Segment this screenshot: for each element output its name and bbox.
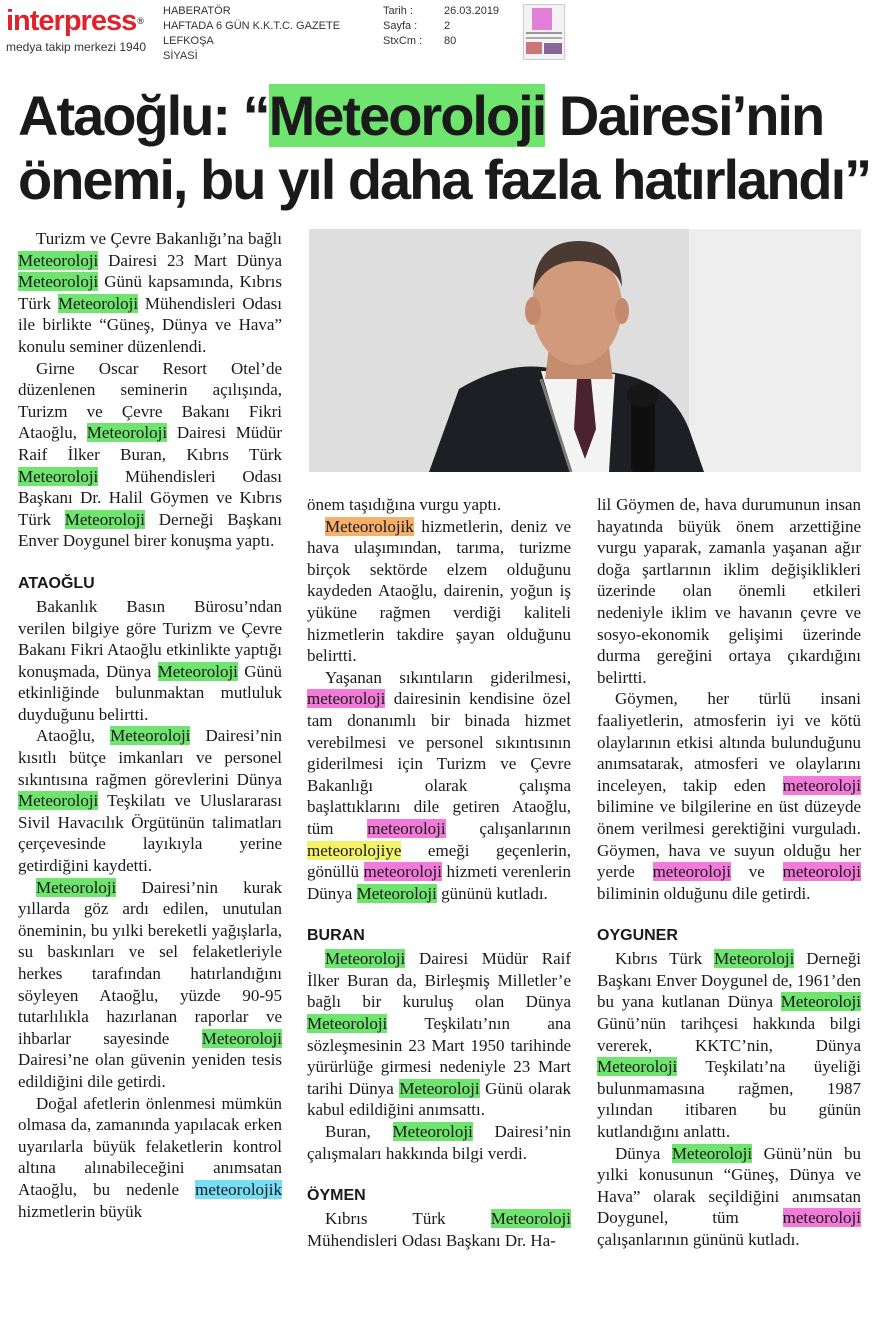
- paragraph: Meteoroloji Dairesi’nin kurak yıllarda göz ardı edilen, unutulan öneminin, bu yılki bereketli yağışlarla, su baskınları ve sel felaketleriyle herkes tarafından hatırlandığını söyleyen Ataoğlu, yüzde 90-95 tutarlılıkla hazırlanan raporlar ve ihbarlar sayesinde Meteoroloji Dairesi’ne olan güvenin yeniden tesis edildiğini dile getirdi.: [18, 877, 282, 1091]
- paragraph: Meteorolojik hizmetlerin, deniz ve hava ulaşımından, tarıma, turizme birçok sektörde elzem olduğunu kaydeden Ataoğlu, dairenin, yoğun iş yüküne rağmen verdiği kaliteli hizmetlerin takdire şayan olduğunu belirtti.: [307, 516, 571, 666]
- publication-category: SİYASİ: [163, 50, 198, 62]
- keyword-highlight: Meteoroloji: [490, 1209, 571, 1229]
- keyword-highlight: Meteoroloji: [18, 791, 99, 811]
- paragraph: önem taşıdığına vurgu yaptı.: [307, 495, 502, 514]
- keyword-highlight: meteoroloji: [363, 862, 442, 882]
- keyword-highlight: Meteoroloji: [64, 509, 146, 529]
- paragraph: Göymen, her türlü insani faaliyetlerin, atmosferin iyi ve kötü olaylarının etkisi altında bulunduğunu anımsatarak, atmosferi ve olaylarını inceleyen, takip eden meteoroloji bilimine ve bilgilerine en üst düzeyde önem verilmesi gerektiğini vurguladı. Göymen, hava ve suyun olduğu her yerde meteoroloji ve meteoroloji biliminin olduğunu dile getirdi.: [597, 689, 861, 903]
- keyword-highlight: Meteoroloji: [110, 726, 191, 746]
- logo-tagline: medya takip merkezi 1940: [6, 40, 147, 54]
- interpress-logo: interpress®: [6, 5, 144, 37]
- keyword-highlight: Meteoroloji: [307, 1014, 388, 1034]
- keyword-highlight: Meteoroloji: [356, 883, 437, 903]
- page-thumbnail[interactable]: [523, 4, 565, 60]
- article-column-1: [18, 228, 282, 1222]
- keyword-highlight: Meteoroloji: [157, 661, 238, 681]
- keyword-highlight: Meteoroloji: [36, 877, 117, 897]
- keyword-highlight: meteoroloji: [782, 775, 861, 795]
- keyword-highlight: Meteoroloji: [671, 1143, 753, 1163]
- publication-city: LEFKOŞA: [163, 35, 214, 47]
- paragraph: Doğal afetlerin önlenmesi mümkün olmasa da, zamanında yapılacak erken uyarılarla büyük felaketlerin kontrol altına alınabileceğini anımsatan Ataoğlu, bu nedenle meteorolojik hizmetlerin büyük: [18, 1093, 282, 1221]
- paragraph: Kıbrıs Türk Meteoroloji Mühendisleri Odası Başkanı Dr. Ha-: [307, 1209, 571, 1250]
- keyword-highlight: Meteorolojik: [325, 516, 414, 536]
- keyword-highlight: Meteoroloji: [714, 949, 795, 969]
- keyword-highlight: Meteoroloji: [268, 84, 546, 147]
- paragraph: Girne Oscar Resort Otel’de düzenlenen seminerin açılışında, Turizm ve Çevre Bakanı Fikri Ataoğlu, Meteoroloji Dairesi Müdür Raif İlker Buran, Kıbrıs Türk Meteoroloji Mühendisleri Odası Başkanı Dr. Halil Göymen ve Kıbrıs Türk Meteoroloji Derneği Başkanı Enver Doygunel birer konuşma yaptı.: [18, 358, 282, 551]
- publication-name: HABERATÖR: [163, 5, 231, 17]
- article-column-3: [597, 494, 861, 1251]
- keyword-highlight: Meteoroloji: [201, 1028, 282, 1048]
- paragraph: Turizm ve Çevre Bakanlığı’na bağlı Meteoroloji Dairesi 23 Mart Dünya Meteoroloji Günü kapsamında, Kıbrıs Türk Meteoroloji Mühendisleri Odası ile birlikte “Güneş, Dünya ve Hava” konulu seminer düzenlendi.: [18, 229, 282, 356]
- keyword-highlight: Meteoroloji: [18, 466, 99, 486]
- paragraph: Meteoroloji Dairesi Müdür Raif İlker Buran da, Birleşmiş Milletler’e bağlı bir kuruluş olan Dünya Meteoroloji Teşkilatı’nın ana sözleşmesinin 23 Mart 1950 tarihinde yürürlüğe girmesi nedeniyle 23 Mart tarihi Dünya Meteoroloji Günü olarak kabul edildiğini anımsattı.: [307, 949, 571, 1120]
- keyword-highlight: meteoroloji: [782, 862, 861, 882]
- paragraph: Dünya Meteoroloji Günü’nün bu yılki konusunun “Güneş, Dünya ve Hava” olarak seçildiğini anımsatan Doygunel, tüm meteoroloji çalışanlarının gününü kutladı.: [597, 1143, 861, 1249]
- keyword-highlight: Meteoroloji: [325, 949, 406, 969]
- keyword-highlight: Meteoroloji: [57, 293, 139, 313]
- paragraph: Buran, Meteoroloji Dairesi’nin çalışmaları hakkında bilgi verdi.: [307, 1122, 571, 1163]
- keyword-highlight: Meteoroloji: [86, 423, 168, 443]
- keyword-highlight: Meteoroloji: [399, 1078, 480, 1098]
- section-heading: BURAN: [307, 927, 365, 945]
- keyword-highlight: Meteoroloji: [780, 992, 861, 1012]
- page-value: 2: [444, 20, 451, 32]
- keyword-highlight: meteoroloji: [367, 818, 446, 838]
- keyword-highlight: Meteoroloji: [597, 1057, 678, 1077]
- stxcm-label: StxCm :: [383, 35, 423, 47]
- paragraph: Yaşanan sıkıntıların giderilmesi, meteoroloji dairesinin kendisine özel tam donanımlı bir binada hizmet verebilmesi ve personel sıkıntısının giderilmesi için Turizm ve Çevre Bakanlığı olarak çalışma başlattıklarını dile getiren Ataoğlu, tüm meteoroloji çalışanlarının meteorolojiye emeği geçenlerin, gönüllü meteoroloji hizmeti verenlerin Dünya Meteoroloji gününü kutladı.: [307, 667, 571, 903]
- keyword-highlight: meteorolojiye: [307, 840, 402, 860]
- keyword-highlight: Meteoroloji: [18, 250, 99, 270]
- keyword-highlight: meteoroloji: [782, 1208, 861, 1228]
- speaker-photo: [309, 229, 861, 472]
- keyword-highlight: meteoroloji: [307, 689, 386, 709]
- keyword-highlight: meteoroloji: [652, 862, 731, 882]
- speaker-illustration: [309, 229, 861, 472]
- stxcm-value: 80: [444, 35, 457, 47]
- article-column-2: [307, 494, 571, 1251]
- paragraph: Bakanlık Basın Bürosu’ndan verilen bilgiye göre Turizm ve Çevre Bakanı Fikri Ataoğlu etkinlikte yaptığı konuşmada, Dünya Meteoroloji Günü etkinliğinde bulunmaktan mutluluk duyduğunu belirtti.: [18, 596, 282, 724]
- section-heading: ÖYMEN: [307, 1187, 366, 1205]
- keyword-highlight: meteorolojik: [195, 1179, 282, 1199]
- date-value: 26.03.2019: [444, 5, 500, 17]
- info-labels: [383, 4, 422, 49]
- paragraph: lil Göymen de, hava durumunun insan hayatında büyük önem arzettiğine vurgu yaparak, zamanla yaşanan ağır doğa şartlarının iklim değişiklikleri üzerinde olan önemli etkileri nedeniyle iklim ve havanın çevre ve sosyo-ekonomik gelişimi üzerinde durma gereğini ortaya çıkardığını belirtti.: [597, 495, 861, 687]
- paragraph: Ataoğlu, Meteoroloji Dairesi’nin kısıtlı bütçe imkanları ve personel sıkıntısına rağmen görevlerini Dünya Meteoroloji Teşkilatı ve Uluslararası Sivil Havacılık Örgütünün talimatları çerçevesinde layıkıyla yerine getirdiğini kaydetti.: [18, 726, 282, 876]
- clipping-masthead: [0, 0, 890, 68]
- keyword-highlight: Meteoroloji: [18, 272, 99, 292]
- publication-frequency: HAFTADA 6 GÜN K.K.T.C. GAZETE: [163, 20, 341, 32]
- article-headline: Ataoğlu: “Meteoroloji Dairesi’nin önemi, bu yıl daha fazla hatırlandı”: [18, 84, 871, 211]
- date-label: Tarih :: [383, 5, 413, 17]
- publication-info: [163, 4, 340, 64]
- section-heading: ATAOĞLU: [18, 574, 95, 592]
- page-label: Sayfa :: [383, 20, 418, 32]
- info-values: [444, 4, 499, 49]
- keyword-highlight: Meteoroloji: [392, 1122, 473, 1142]
- paragraph: Kıbrıs Türk Meteoroloji Derneği Başkanı Enver Doygunel de, 1961’den bu yana kutlanan Dünya Meteoroloji Günü’nün tarihçesi hakkında bilgi vererek, KKTC’nin, Dünya Meteoroloji Teşkilatı’na üyeliği bulunmamasına rağmen, 1987 yılından itibaren bu günün kutlandığını anlattı.: [597, 949, 861, 1142]
- section-heading: OYGUNER: [597, 927, 678, 945]
